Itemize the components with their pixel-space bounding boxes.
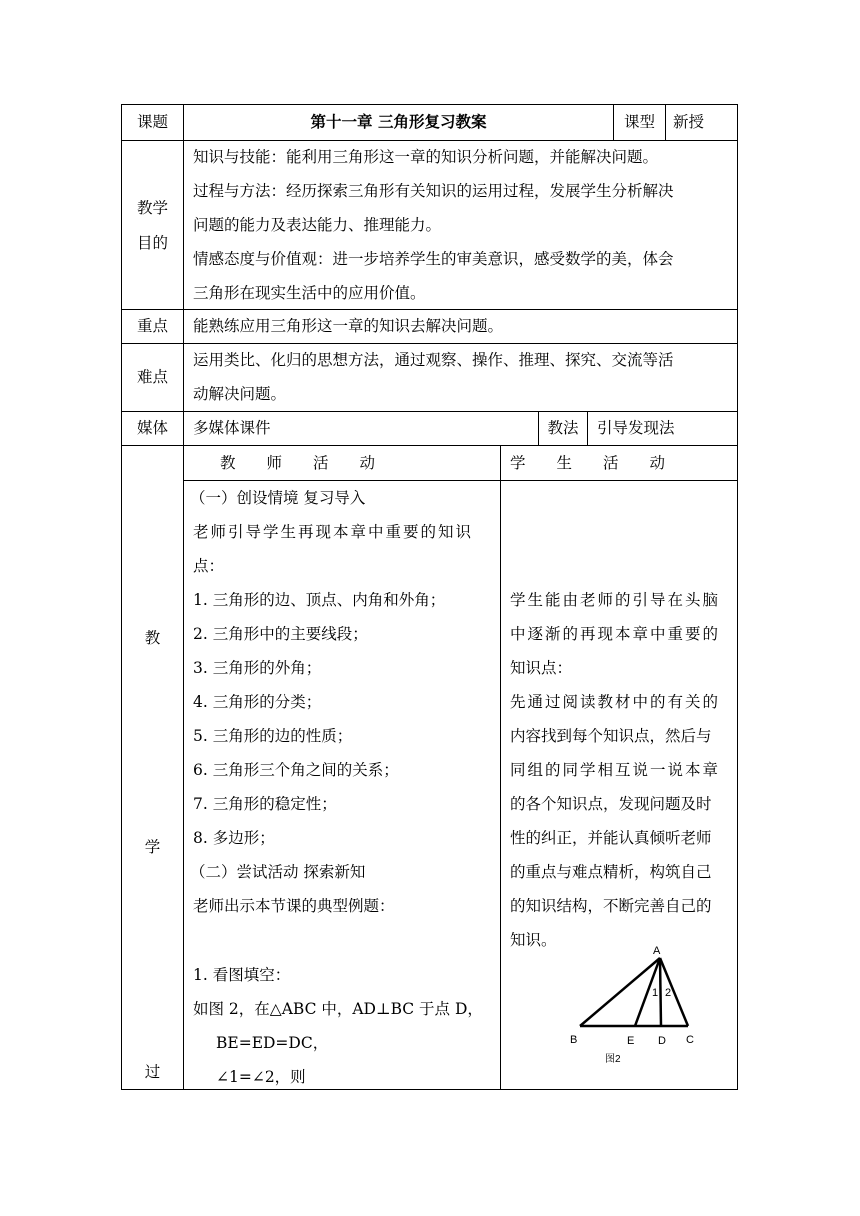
figure-caption: 图2 [605,1054,621,1065]
teacher-line: 1. 三角形的边、顶点、内角和外角； [193,591,446,609]
student-line: 学生能由老师的引导在头脑 [510,591,721,609]
difficulty-label: 难点 [136,368,168,386]
lesson-type-label: 课型 [623,113,655,131]
title-label: 课题 [136,113,168,131]
teacher-line: 点： [193,557,225,575]
teacher-line: 6. 三角形三个角之间的关系； [193,761,399,779]
teacher-line: （二）尝试活动 探索新知 [190,863,366,881]
student-line: 的各个知识点，发现问题及时 [510,795,712,813]
teacher-line: 7. 三角形的稳定性； [193,795,337,813]
row-divider [121,343,738,344]
activity-header-divider [183,480,738,481]
student-line: 的知识结构，不断完善自己的 [510,897,712,915]
student-line: 知识点： [510,659,573,677]
teacher-line: 如图 2，在△ABC 中，AD⊥BC 于点 D， [193,1000,483,1018]
objective-line: 三角形在现实生活中的应用价值。 [193,284,426,302]
altitude-ad [660,958,661,1026]
media-value: 多媒体课件 [193,419,271,437]
activity-column-divider [500,445,501,1090]
objectives-label: 目的 [136,234,168,252]
teacher-line: 4. 三角形的分类； [193,693,322,711]
table-border-right [737,104,738,1090]
teacher-line: 老师引导学生再现本章中重要的知识 [193,523,474,541]
student-line: 同组的同学相互说一说本章 [510,761,721,779]
teacher-line: 1. 看图填空： [193,966,291,984]
student-line: 内容找到每个知识点，然后与 [510,727,712,745]
teacher-line: ∠1=∠2，则 [216,1068,306,1086]
student-line: 性的纠正，并能认真倾听老师 [510,829,712,847]
student-activity-header: 学 生 活 动 [510,454,666,472]
vertex-b-label: B [570,1034,578,1046]
lesson-title: 第十一章 三角形复习教案 [310,112,487,131]
teacher-line: 2. 三角形中的主要线段； [193,625,368,643]
method-value: 引导发现法 [597,419,675,437]
teacher-line: BE=ED=DC， [216,1034,329,1052]
objective-line: 知识与技能：能利用三角形这一章的知识分析问题，并能解决问题。 [193,148,659,166]
media-label: 媒体 [136,419,168,437]
student-line: 中逐渐的再现本章中重要的 [510,625,721,643]
process-label-char: 过 [144,1063,161,1081]
point-d-label: D [658,1035,666,1047]
teacher-line: 5. 三角形的边的性质； [193,727,353,745]
row-divider [121,411,738,412]
vertex-a-label: A [653,945,661,957]
teacher-line: 8. 多边形； [193,829,275,847]
difficulty-line: 动解决问题。 [193,385,287,403]
vertex-c-label: C [686,1034,694,1046]
teacher-line: 老师出示本节课的典型例题： [193,897,395,915]
key-point-text: 能熟练应用三角形这一章的知识去解决问题。 [193,317,504,335]
point-e-label: E [627,1035,635,1047]
process-label-char: 学 [144,838,161,856]
objective-line: 情感态度与价值观：进一步培养学生的审美意识，感受数学的美，体会 [193,250,674,268]
header-divider [665,104,666,141]
student-line: 知识。 [510,931,557,949]
row-divider [121,445,738,446]
key-point-label: 重点 [136,317,168,335]
teacher-line: 3. 三角形的外角； [193,659,322,677]
row-divider [121,140,738,141]
triangle-figure [565,942,715,1072]
student-line: 的重点与难点精析，构筑自己 [510,863,712,881]
objectives-label: 教学 [136,199,168,217]
angle-2-label: 2 [665,987,672,999]
media-divider [587,411,588,446]
lesson-type-value: 新授 [673,113,705,131]
difficulty-line: 运用类比、化归的思想方法，通过观察、操作、推理、探究、交流等活 [193,351,674,369]
method-label: 教法 [547,419,579,437]
table-border-bottom [121,1089,738,1090]
label-column-divider [183,104,184,1090]
objective-line: 问题的能力及表达能力、推理能力。 [193,216,442,234]
teacher-line: （一）创设情境 复习导入 [190,489,366,507]
process-label-char: 教 [144,629,161,647]
student-line: 先通过阅读教材中的有关的 [510,693,721,711]
objective-line: 过程与方法：经历探索三角形有关知识的运用过程，发展学生分析解决 [193,182,674,200]
teacher-activity-header: 教 师 活 动 [220,454,376,472]
row-divider [121,309,738,310]
angle-1-label: 1 [652,987,659,999]
table-border-top [121,104,738,105]
